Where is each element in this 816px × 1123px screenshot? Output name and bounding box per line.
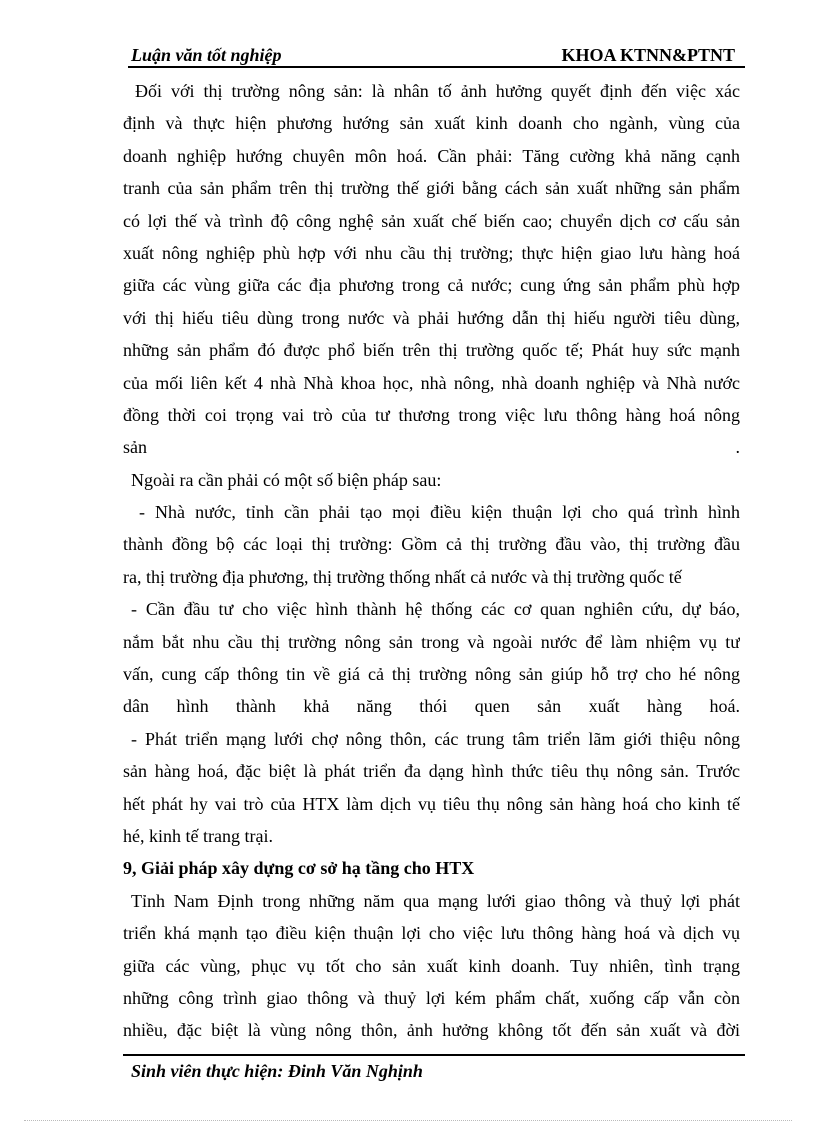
text-line: Ngoài ra cần phải có một số biện pháp sau: <box>131 469 442 490</box>
text-line: - Phát triển mạng lưới chợ nông thôn, các trung tâm triển lãm giới thiệu nông <box>131 728 740 749</box>
text-line: ra, thị trường địa phương, thị trường thống nhất cả nước và thị trường quốc tế <box>123 566 682 587</box>
document-body <box>123 75 740 1047</box>
text-line: định và thực hiện phương hướng sản xuất kinh doanh cho ngành, vùng của <box>123 113 740 134</box>
text-line: dân hình thành khả năng thói quen sản xuất hàng hoá. <box>123 696 740 717</box>
text-line: Đối với thị trường nông sản: là nhân tố ảnh hưởng quyết định đến việc xác <box>135 81 740 101</box>
page-header <box>128 42 745 68</box>
text-line: tranh của sản phẩm trên thị trường thế giới bằng cách sản xuất những sản phẩm <box>123 178 740 199</box>
text-line: của mối liên kết 4 nhà Nhà khoa học, nhà nông, nhà doanh nghiệp và Nhà nước <box>123 372 740 393</box>
text-line: Tỉnh Nam Định trong những năm qua mạng lưới giao thông và thuỷ lợi phát <box>131 890 740 911</box>
header-thesis-title: Luận văn tốt nghiệp <box>131 45 282 65</box>
footer-author: Sinh viên thực hiện: Đinh Văn Nghịnh <box>131 1061 423 1081</box>
text-line: hé, kinh tế trang trại. <box>123 825 273 846</box>
text-line: - Cần đầu tư cho việc hình thành hệ thống các cơ quan nghiên cứu, dự báo, <box>131 599 740 620</box>
text-line: những sản phẩm đó được phổ biến trên thị trường quốc tế; Phát huy sức mạnh <box>123 340 740 361</box>
text-line: triển khá mạnh tạo điều kiện thuận lợi cho việc lưu thông hàng hoá và dịch vụ <box>123 923 740 944</box>
header-faculty: KHOA KTNN&PTNT <box>561 45 735 65</box>
text-line: có lợi thế và trình độ công nghệ sản xuất chế biến cao; chuyển dịch cơ cấu sản <box>123 210 740 231</box>
text-line: doanh nghiệp hướng chuyên môn hoá. Cần phải: Tăng cường khả năng cạnh <box>123 145 740 166</box>
text-line: sản . <box>123 437 740 458</box>
text-line: nhiều, đặc biệt là vùng nông thôn, ảnh hưởng không tốt đến sản xuất và đời <box>123 1020 740 1041</box>
text-line: những công trình giao thông và thuỷ lợi kém phẩm chất, xuống cấp vẫn còn <box>123 987 740 1008</box>
text-line: với thị hiếu tiêu dùng trong nước và phải hướng dẫn thị hiếu người tiêu dùng, <box>123 307 740 328</box>
text-line: hết phát hy vai trò của HTX làm dịch vụ tiêu thụ nông sản hàng hoá cho kinh tế <box>123 793 740 814</box>
text-line: thành đồng bộ các loại thị trường: Gồm cả thị trường đầu vào, thị trường đầu <box>123 534 740 555</box>
page-footer <box>123 1054 745 1081</box>
section-heading: 9, Giải pháp xây dựng cơ sở hạ tầng cho HTX <box>123 858 475 879</box>
text-line: giữa các vùng giữa các địa phương trong cả nước; cung ứng sản phẩm phù hợp <box>123 275 740 296</box>
text-line: - Nhà nước, tỉnh cần phải tạo mọi điều kiện thuận lợi cho quá trình hình <box>139 502 740 523</box>
text-line: vấn, cung cấp thông tin về giá cả thị trường nông sản giúp hỗ trợ cho hé nông <box>123 664 740 685</box>
text-line: giữa các vùng, phục vụ tốt cho sản xuất kinh doanh. Tuy nhiên, tình trạng <box>123 955 740 976</box>
text-line: sản hàng hoá, đặc biệt là phát triển đa dạng hình thức tiêu thụ nông sản. Trước <box>123 761 740 782</box>
text-line: xuất nông nghiệp phù hợp với nhu cầu thị trường; thực hiện giao lưu hàng hoá <box>123 242 740 263</box>
text-line: đồng thời coi trọng vai trò của tư thương trong việc lưu thông hàng hoá nông <box>123 404 740 425</box>
text-line: nắm bắt nhu cầu thị trường nông sản trong và ngoài nước để làm nhiệm vụ tư <box>123 631 740 652</box>
page-bottom-border <box>24 1120 792 1121</box>
